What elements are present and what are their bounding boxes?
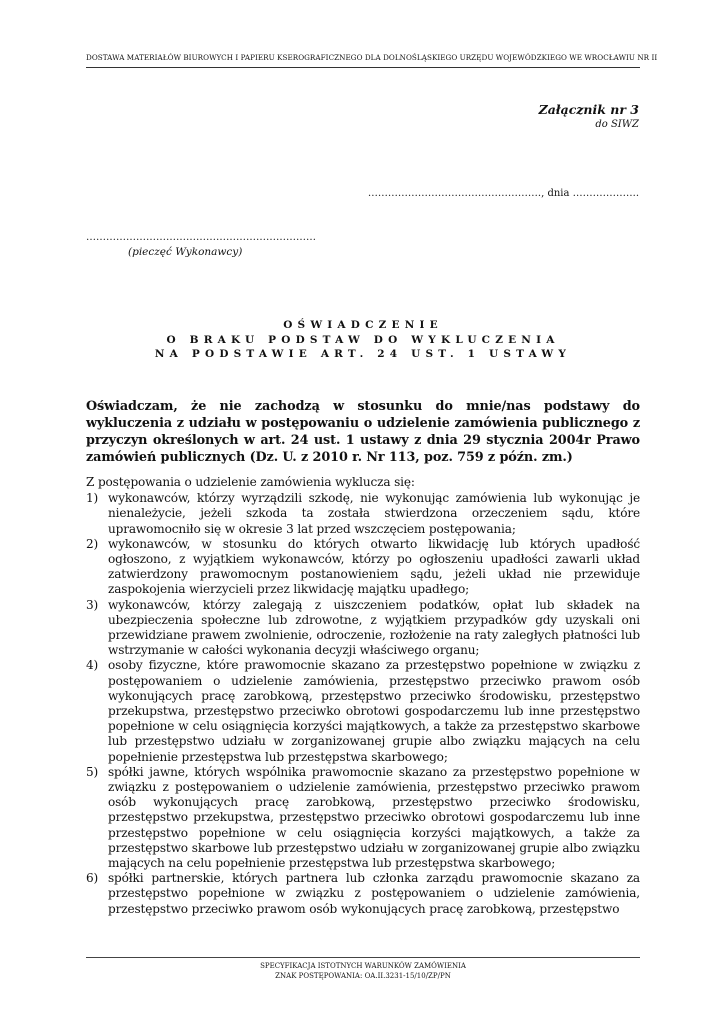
declaration-title-line-3: NA PODSTAWIE ART. 24 UST. 1 USTAWY xyxy=(154,348,572,360)
list-item xyxy=(86,658,640,764)
exclusion-lead: Z postępowania o udzielenie zamówienia wyklucza się: xyxy=(86,475,415,489)
list-item xyxy=(86,537,640,598)
exclusion-section xyxy=(86,475,640,917)
footer-line-2: ZNAK POSTĘPOWANIA: OA.II.3231-15/10/ZP/PN xyxy=(275,972,451,980)
header-divider xyxy=(86,67,640,68)
list-item xyxy=(86,598,640,659)
stamp-dotted-line: …………………………………………………………… xyxy=(86,232,316,243)
list-item-number: 2) xyxy=(86,536,99,551)
declaration-title-line-1: OŚWIADCZENIE xyxy=(283,319,443,331)
footer-line-1: SPECYFIKACJA ISTOTNYCH WARUNKÓW ZAMÓWIENIA xyxy=(260,962,466,970)
list-item-number: 6) xyxy=(86,871,99,886)
list-item-number: 4) xyxy=(86,658,99,673)
page-footer xyxy=(86,961,640,981)
list-item xyxy=(86,491,640,537)
list-item-number: 5) xyxy=(86,764,99,779)
exclusion-list xyxy=(86,491,640,917)
annex-title: Załącznik nr 3 xyxy=(538,102,639,117)
page-header: DOSTAWA MATERIAŁÓW BIUROWYCH I PAPIERU KSEROGRAFICZNEGO DLA DOLNOŚLĄSKIEGO URZĘDU WOJEWÓDZKIEGO WE WROCŁAWIU NR II xyxy=(86,53,658,62)
list-item-text: wykonawców, którzy wyrządzili szkodę, nie wykonując zamówienia lub wykonując je nienależycie, jeżeli szkoda ta została stwierdzona orzeczeniem sądu, które uprawomocniło się w okresie 3 lat przed wszczęciem postępowania; xyxy=(108,491,640,536)
list-item xyxy=(86,871,640,917)
declaration-title-line-2: O BRAKU PODSTAW DO WYKLUCZENIA xyxy=(166,333,560,346)
declaration-intro: Oświadczam, że nie zachodzą w stosunku do mnie/nas podstawy do wykluczenia z udziału w postępowaniu o udzielenie zamówienia publicznego z przyczyn określonych w art. 24 ust. 1 ustawy z dnia 29 stycznia 2004r Prawo zamówień publicznych (Dz. U. z 2010 r. Nr 113, poz. 759 z późn. zm.) xyxy=(86,399,640,465)
annex-subtitle: do SIWZ xyxy=(595,119,639,130)
place-date-line: ……………………………………………., dnia ……………….. xyxy=(367,188,639,199)
list-item-text: wykonawców, w stosunku do których otwarto likwidację lub których upadłość ogłoszono, z wyjątkiem wykonawców, którzy po ogłoszeniu upadłości zawarli układ zatwierdzony prawomocnym postanowieniem sądu, jeżeli układ nie przewiduje zaspokojenia wierzycieli przez likwidację majątku upadłego; xyxy=(108,536,640,597)
list-item-text: spółki partnerskie, których partnera lub członka zarządu prawomocnie skazano za przestępstwo popełnione w związku z postępowaniem o udzielenie zamówienia, przestępstwo przeciwko prawom osób wykonujących pracę zarobkową, przestępstwo xyxy=(108,871,640,916)
declaration-title xyxy=(86,318,640,362)
list-item xyxy=(86,765,640,871)
list-item-text: wykonawców, którzy zalegają z uiszczeniem podatków, opłat lub składek na ubezpieczenia społeczne lub zdrowotne, z wyjątkiem przypadków gdy uzyskali oni przewidziane prawem zwolnienie, odroczenie, rozłożenie na raty zaległych płatności lub wstrzymanie w całości wykonania decyzji właściwego organu; xyxy=(108,597,640,658)
footer-divider xyxy=(86,957,640,958)
list-item-number: 3) xyxy=(86,597,99,612)
list-item-number: 1) xyxy=(86,491,99,506)
list-item-text: osoby fizyczne, które prawomocnie skazano za przestępstwo popełnione w związku z postępowaniem o udzielenie zamówienia, przestępstwo przeciwko prawom osób wykonujących pracę zarobkową, przestępstwo przeciwko środowisku, przestępstwo przekupstwa, przestępstwo przeciwko obrotowi gospodarczemu lub inne przestępstwo popełnione w celu osiągnięcia korzyści majątkowych, a także za przestępstwo skarbowe lub przestępstwo udziału w zorganizowanej grupie albo związku mających na celu popełnienie przestępstwa lub przestępstwa skarbowego; xyxy=(108,658,640,764)
stamp-label: (pieczęć Wykonawcy) xyxy=(128,246,243,258)
list-item-text: spółki jawne, których wspólnika prawomocnie skazano za przestępstwo popełnione w związku z postępowaniem o udzielenie zamówienia, przestępstwo przeciwko prawom osób wykonujących pracę zarobkową, przestępstwo przeciwko środowisku, przestępstwo przekupstwa, przestępstwo przeciwko obrotowi gospodarczemu lub inne przestępstwo popełnione w celu osiągnięcia korzyści majątkowych, a także za przestępstwo skarbowe lub przestępstwo udziału w zorganizowanej grupie albo związku mających na celu popełnienie przestępstwa lub przestępstwa skarbowego; xyxy=(108,764,640,871)
